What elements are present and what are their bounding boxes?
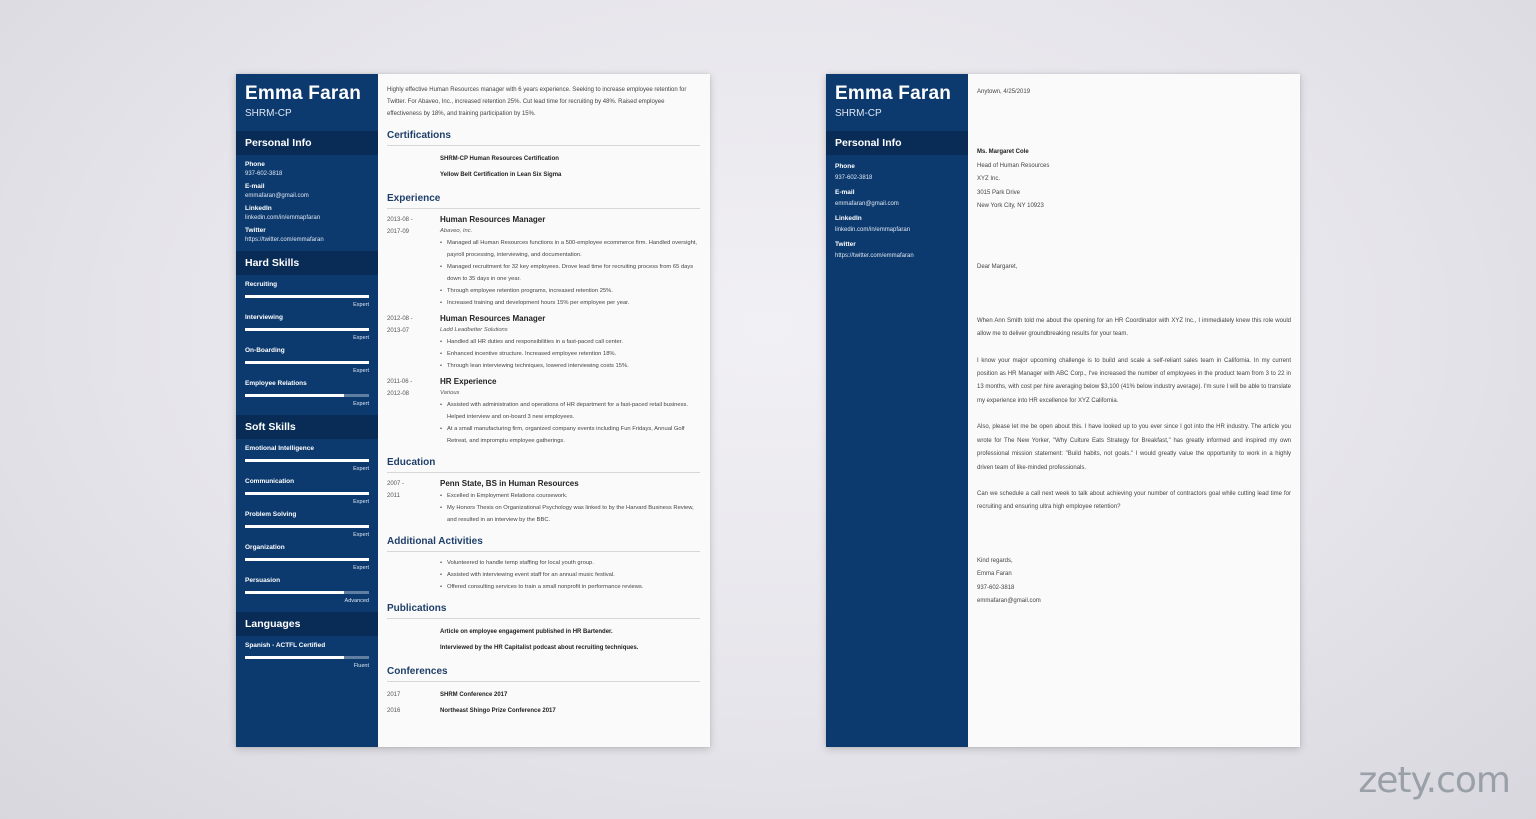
skill-bar-fill: [245, 295, 369, 298]
skill-level: Expert: [353, 499, 369, 505]
skill-name: Employee Relations: [245, 380, 307, 387]
skill-name: Problem Solving: [245, 511, 297, 518]
activities-list: [440, 557, 643, 593]
info-value: linkedin.com/in/emmapfaran: [835, 227, 911, 233]
soft-skills-list: [236, 439, 378, 604]
bullet-item: • At a small manufacturing firm, organized company events including Fun Fridays, Annual Golf Retreat, and impromptu employee gatherings.: [440, 423, 700, 447]
bullet-item: • Enhanced incentive structure. Increased employee retention 18%.: [440, 348, 700, 360]
letter-personal-info-list: [826, 155, 968, 259]
skill-bar-fill: [245, 492, 369, 495]
info-label: LinkedIn: [245, 205, 272, 212]
skill-bar-fill: [245, 459, 369, 462]
letter-paragraph: Can we schedule a call next week to talk about achieving your number of contractors goal while cutting lead time for recruiting and ensuring ultra high employee retention?: [977, 490, 1291, 511]
skill-name: Emotional Intelligence: [245, 445, 314, 452]
entry-title: Human Resources Manager: [440, 314, 546, 323]
recipient-line: Ms. Margaret Cole: [977, 149, 1029, 156]
letter-title: SHRM-CP: [835, 108, 882, 119]
certifications-heading: Certifications: [387, 130, 700, 146]
skill-name: On-Boarding: [245, 347, 285, 354]
activity-item: • Volunteered to handle temp staffing for local youth group.: [440, 557, 643, 569]
bullet-item: • Managed recruitment for 32 key employees. Drove lead time for recruiting process from 65 days down to 35 days in one year.: [440, 261, 700, 285]
entry-bullets: [440, 399, 700, 447]
entry-bullets: [440, 237, 700, 309]
skill-level: Expert: [353, 302, 369, 308]
info-label: LinkedIn: [835, 215, 862, 222]
info-label: E-mail: [245, 183, 265, 190]
hard-skills-heading: Hard Skills: [236, 251, 378, 275]
languages-list: [236, 636, 378, 669]
certification-item: Yellow Belt Certification in Lean Six Sigma: [440, 172, 562, 178]
skill-level: Fluent: [353, 663, 369, 669]
languages-heading: Languages: [236, 612, 378, 636]
date-end: 2017-09: [387, 229, 410, 235]
resume-title: SHRM-CP: [245, 108, 292, 119]
date-start: 2007 -: [387, 481, 405, 487]
skill-bar-fill: [245, 328, 369, 331]
skill-bar-fill: [245, 558, 369, 561]
skill-item: [236, 538, 378, 571]
publications-heading: Publications: [387, 603, 700, 619]
education-heading: Education: [387, 457, 700, 473]
entry-company: Abaveo, Inc.: [440, 228, 473, 234]
skill-item: [236, 341, 378, 374]
skill-level: Expert: [353, 466, 369, 472]
skill-level: Expert: [353, 368, 369, 374]
skill-bar: [245, 328, 369, 331]
activity-item: • Assisted with interviewing event staff for an annual music festival.: [440, 569, 643, 581]
soft-skills-heading: Soft Skills: [236, 415, 378, 439]
entry-dates: [387, 478, 440, 526]
skill-item: [236, 275, 378, 308]
info-value: https://twitter.com/emmafaran: [245, 237, 324, 243]
skill-bar: [245, 656, 369, 659]
bullet-item: • Managed all Human Resources functions in a 500-employee ecommerce firm. Handled oversight, payroll processing, interviewing, and documentation.: [440, 237, 700, 261]
letter-sidebar: [826, 74, 968, 747]
publication-item: Interviewed by the HR Capitalist podcast about recruiting techniques.: [440, 645, 639, 651]
letter-date-line: Anytown, 4/25/2019: [977, 89, 1031, 95]
entry-row: [387, 313, 700, 372]
conference-row: [387, 703, 700, 719]
skill-item: [236, 636, 378, 669]
skill-bar: [245, 591, 369, 594]
bullet-item: • My Honors Thesis on Organizational Psychology was linked to by the Harvard Business Review, and resulted in an interview by the BBC.: [440, 502, 700, 526]
conference-name: SHRM Conference 2017: [440, 692, 508, 698]
signoff-block: [977, 555, 1291, 609]
info-value: 937-602-3818: [835, 175, 873, 181]
entry-row: [387, 214, 700, 309]
personal-info-heading: Personal Info: [236, 131, 378, 155]
entry-row: [387, 478, 700, 526]
skill-bar: [245, 558, 369, 561]
recipient-block: [977, 146, 1291, 213]
skill-bar-fill: [245, 525, 369, 528]
entry-title: HR Experience: [440, 377, 497, 386]
info-label: E-mail: [835, 189, 855, 196]
info-value: linkedin.com/in/emmapfaran: [245, 215, 321, 221]
signoff-line: Emma Faran: [977, 571, 1012, 578]
skill-name: Organization: [245, 544, 285, 551]
entry-body: [440, 313, 700, 372]
info-value: 937-602-3818: [245, 171, 283, 177]
recipient-line: Head of Human Resources: [977, 162, 1050, 169]
entry-bullets: [440, 336, 700, 372]
letter-paragraph: Also, please let me be open about this. I have looked up to you ever since I got into the HR industry. The article you wrote for The New Yorker, "Why Culture Eats Strategy for Breakfast," has greatly informed and inspired my own professional mission statement: "Build habits, not goals." I would greatly value the opportunity to work in a highly driven team of like-minded professionals.: [977, 424, 1291, 471]
info-label: Phone: [835, 163, 855, 170]
skill-bar-fill: [245, 361, 369, 364]
cover-letter-page: [826, 74, 1300, 747]
skill-item: [236, 374, 378, 407]
bullet-item: • Handled all HR duties and responsibilities in a fast-paced call center.: [440, 336, 700, 348]
letter-name: Emma Faran: [835, 83, 952, 104]
skill-bar: [245, 295, 369, 298]
skill-bar: [245, 361, 369, 364]
date-end: 2012-08: [387, 391, 410, 397]
recipient-line: XYZ Inc.: [977, 176, 1001, 183]
letter-body: [968, 74, 1300, 747]
entry-body: [440, 376, 700, 447]
signoff-line: emmafaran@gmail.com: [977, 597, 1041, 604]
hard-skills-list: [236, 275, 378, 407]
bullet-item: • Through lean interviewing techniques, lowered interviewing costs 15%.: [440, 360, 700, 372]
skill-item: [236, 571, 378, 604]
skill-level: Expert: [353, 401, 369, 407]
skill-level: Expert: [353, 565, 369, 571]
skill-level: Expert: [353, 335, 369, 341]
entry-dates: [387, 376, 440, 447]
date-end: 2013-07: [387, 328, 410, 334]
info-value: emmafaran@gmail.com: [835, 201, 899, 207]
experience-list: [387, 214, 700, 447]
recipient-line: New York City, NY 10923: [977, 203, 1044, 210]
entry-company: Various: [440, 390, 460, 396]
info-label: Phone: [245, 161, 265, 168]
conferences-heading: Conferences: [387, 666, 700, 682]
conference-year: 2017: [387, 692, 401, 698]
resume-main: [378, 74, 710, 747]
info-value: emmafaran@gmail.com: [245, 193, 309, 199]
activities-row: [387, 557, 700, 593]
entry-title: Penn State, BS in Human Resources: [440, 479, 579, 488]
bullet-item: • Increased training and development hours 15% per employee per year.: [440, 297, 700, 309]
skill-item: [236, 505, 378, 538]
signoff-line: 937-602-3818: [977, 584, 1015, 591]
bullet-item: • Excelled in Employment Relations coursework.: [440, 490, 700, 502]
personal-info-list: [236, 155, 378, 243]
info-label: Twitter: [835, 241, 856, 248]
letter-paragraph: When Ann Smith told me about the opening for an HR Coordinator with XYZ Inc., I immediately knew this role would allow me to deliver groundbreaking results for your team.: [977, 317, 1291, 338]
entry-row: [387, 376, 700, 447]
skill-item: [236, 472, 378, 505]
conference-name: Northeast Shingo Prize Conference 2017: [440, 708, 556, 714]
entry-body: [440, 214, 700, 309]
entry-body: [440, 478, 700, 526]
info-value: https://twitter.com/emmafaran: [835, 253, 914, 259]
letter-paragraph: I know your major upcoming challenge is to build and scale a self-reliant sales team in California. In my current position as HR Manager with ABC Corp., I've increased the number of employees in the product team from 3 to 22 in 13 months, with cost per hire averaging below $3,100 (41% below industry average). I'm sure I will be able to translate my experience into HR excellence for XYZ California.: [977, 357, 1291, 404]
skill-bar-fill: [245, 591, 344, 594]
publication-item: Article on employee engagement published in HR Bartender.: [440, 629, 613, 635]
skill-bar: [245, 394, 369, 397]
skill-level: Expert: [353, 532, 369, 538]
skill-bar: [245, 492, 369, 495]
experience-heading: Experience: [387, 193, 700, 209]
skill-bar-fill: [245, 394, 344, 397]
activity-item: • Offered consulting services to train a small nonprofit in performance reviews.: [440, 581, 643, 593]
date-start: 2011-06 -: [387, 379, 413, 385]
entry-bullets: [440, 490, 700, 526]
letter-greeting: Dear Margaret,: [977, 264, 1018, 271]
skill-bar: [245, 459, 369, 462]
skill-name: Persuasion: [245, 577, 281, 584]
resume-page: [236, 74, 710, 747]
skill-level: Advanced: [344, 598, 369, 604]
certification-item: SHRM-CP Human Resources Certification: [440, 156, 559, 162]
skill-item: [236, 308, 378, 341]
zety-logo: zety.com: [1358, 760, 1510, 801]
summary-text: Highly effective Human Resources manager with 6 years experience. Seeking to increase employee retention for Twitter. For Abaveo, Inc., increased retention 25%. Cut lead time for recruiting by 48%. Raised employee effectiveness by 18%, and training participation by 15%.: [387, 87, 687, 117]
bullet-item: • Through employee retention programs, increased retention 25%.: [440, 285, 700, 297]
entry-dates: [387, 313, 440, 372]
entry-dates: [387, 214, 440, 309]
skill-name: Spanish - ACTFL Certified: [245, 642, 326, 649]
resume-sidebar: [236, 74, 378, 747]
skill-name: Recruiting: [245, 281, 278, 288]
skill-item: [236, 439, 378, 472]
date-start: 2013-08 -: [387, 217, 413, 223]
resume-name: Emma Faran: [245, 83, 362, 104]
skill-name: Interviewing: [245, 314, 283, 321]
education-list: [387, 478, 700, 526]
signoff-line: Kind regards,: [977, 557, 1013, 564]
entry-title: Human Resources Manager: [440, 215, 546, 224]
conference-row: [387, 687, 700, 703]
skill-name: Communication: [245, 478, 295, 485]
skill-bar: [245, 525, 369, 528]
date-start: 2012-08 -: [387, 316, 413, 322]
recipient-line: 3015 Park Drive: [977, 189, 1021, 196]
conference-year: 2016: [387, 708, 401, 714]
activities-heading: Additional Activities: [387, 536, 700, 552]
skill-bar-fill: [245, 656, 344, 659]
letter-personal-info-heading: Personal Info: [826, 131, 968, 155]
bullet-item: • Assisted with administration and operations of HR department for a fast-paced retail business. Helped interview and on-board 3 new employees.: [440, 399, 700, 423]
date-end: 2011: [387, 493, 400, 499]
info-label: Twitter: [245, 227, 266, 234]
entry-company: Ladd Leadbetter Solutions: [440, 327, 508, 333]
